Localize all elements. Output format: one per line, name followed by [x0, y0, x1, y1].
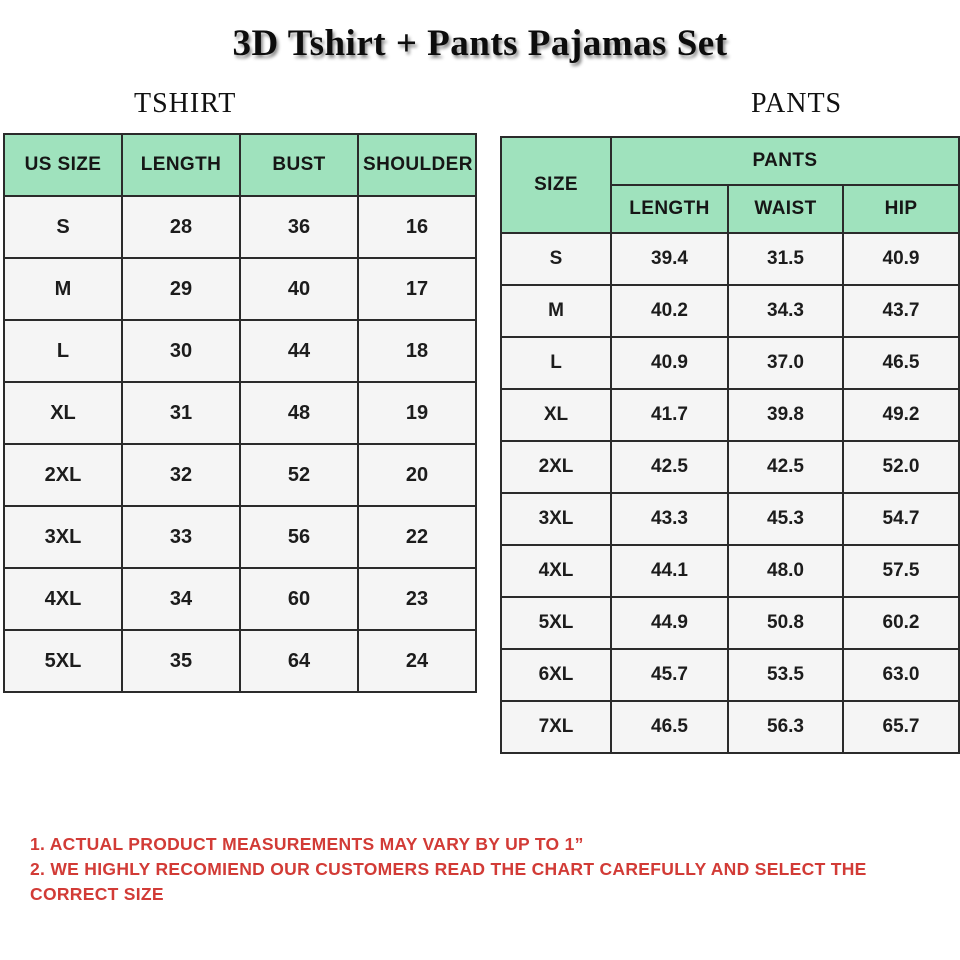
- table-row: [4, 506, 476, 568]
- table-cell: 48.0: [728, 545, 843, 597]
- table-row: [501, 493, 959, 545]
- table-row: [4, 444, 476, 506]
- table-cell: 64: [240, 630, 358, 692]
- table-row: [501, 441, 959, 493]
- table-cell: 3XL: [4, 506, 122, 568]
- table-cell: 19: [358, 382, 476, 444]
- table-cell: 23: [358, 568, 476, 630]
- table-cell: S: [501, 233, 611, 285]
- table-cell: 46.5: [611, 701, 728, 753]
- table-cell: 17: [358, 258, 476, 320]
- table-cell: 50.8: [728, 597, 843, 649]
- table-cell: M: [4, 258, 122, 320]
- table-cell: 6XL: [501, 649, 611, 701]
- table-cell: 57.5: [843, 545, 959, 597]
- table-cell: 44.1: [611, 545, 728, 597]
- table-row: [501, 701, 959, 753]
- note-line-1: 1. ACTUAL PRODUCT MEASUREMENTS MAY VARY BY UP TO 1”: [30, 834, 584, 854]
- table-cell: 4XL: [501, 545, 611, 597]
- table-row: [501, 545, 959, 597]
- table-row: [4, 258, 476, 320]
- table-cell: 34: [122, 568, 240, 630]
- table-row: [501, 389, 959, 441]
- table-cell: 36: [240, 196, 358, 258]
- table-cell: 43.3: [611, 493, 728, 545]
- table-cell: 45.3: [728, 493, 843, 545]
- table-cell: XL: [501, 389, 611, 441]
- table-cell: 5XL: [501, 597, 611, 649]
- table-cell: 49.2: [843, 389, 959, 441]
- table-cell: 7XL: [501, 701, 611, 753]
- pants-table-body: [501, 233, 959, 753]
- tshirt-header-bust: BUST: [240, 134, 358, 196]
- table-cell: M: [501, 285, 611, 337]
- table-row: [501, 337, 959, 389]
- page-title: 3D Tshirt + Pants Pajamas Set: [232, 23, 728, 64]
- table-cell: 42.5: [728, 441, 843, 493]
- table-row: [501, 649, 959, 701]
- table-cell: 65.7: [843, 701, 959, 753]
- table-cell: 33: [122, 506, 240, 568]
- table-cell: 16: [358, 196, 476, 258]
- table-row: [4, 630, 476, 692]
- pants-header-group: PANTS: [611, 137, 959, 185]
- table-cell: 53.5: [728, 649, 843, 701]
- table-cell: 56.3: [728, 701, 843, 753]
- table-cell: XL: [4, 382, 122, 444]
- table-row: [501, 285, 959, 337]
- table-cell: 20: [358, 444, 476, 506]
- table-cell: 31: [122, 382, 240, 444]
- table-row: [501, 233, 959, 285]
- table-cell: 40: [240, 258, 358, 320]
- table-row: [4, 196, 476, 258]
- table-cell: 2XL: [501, 441, 611, 493]
- table-cell: 31.5: [728, 233, 843, 285]
- tshirt-table-body: [4, 196, 476, 692]
- table-cell: 37.0: [728, 337, 843, 389]
- table-cell: 44: [240, 320, 358, 382]
- table-cell: 39.4: [611, 233, 728, 285]
- table-cell: 60: [240, 568, 358, 630]
- pants-table-header: [501, 137, 959, 233]
- table-cell: 30: [122, 320, 240, 382]
- pants-header-waist: WAIST: [728, 185, 843, 233]
- table-cell: 54.7: [843, 493, 959, 545]
- tshirt-table-header: [4, 134, 476, 196]
- pants-header-hip: HIP: [843, 185, 959, 233]
- table-cell: L: [501, 337, 611, 389]
- pants-section-heading: PANTS: [751, 88, 843, 119]
- tshirt-header-us-size: US SIZE: [4, 134, 122, 196]
- note-line-2: 2. WE HIGHLY RECOMIEND OUR CUSTOMERS READ THE CHART CAREFULLY AND SELECT THE CORRECT SIZE: [30, 859, 867, 904]
- table-cell: 3XL: [501, 493, 611, 545]
- table-cell: 28: [122, 196, 240, 258]
- table-cell: 18: [358, 320, 476, 382]
- table-cell: 29: [122, 258, 240, 320]
- table-row: [501, 597, 959, 649]
- table-cell: 48: [240, 382, 358, 444]
- table-row: [4, 382, 476, 444]
- table-row: [4, 320, 476, 382]
- table-cell: 52.0: [843, 441, 959, 493]
- table-cell: 44.9: [611, 597, 728, 649]
- tshirt-section-heading: TSHIRT: [134, 88, 237, 119]
- table-cell: 40.2: [611, 285, 728, 337]
- tshirt-header-shoulder: SHOULDER: [358, 134, 476, 196]
- table-cell: 32: [122, 444, 240, 506]
- table-cell: 4XL: [4, 568, 122, 630]
- measurement-notes: [30, 832, 960, 907]
- pants-header-size: SIZE: [501, 137, 611, 233]
- table-cell: S: [4, 196, 122, 258]
- table-cell: 43.7: [843, 285, 959, 337]
- table-cell: 22: [358, 506, 476, 568]
- table-cell: 45.7: [611, 649, 728, 701]
- pants-size-table: [500, 136, 960, 754]
- tshirt-header-row: [4, 134, 476, 196]
- tshirt-size-table: [3, 133, 477, 693]
- table-cell: 39.8: [728, 389, 843, 441]
- table-cell: 40.9: [611, 337, 728, 389]
- table-cell: 46.5: [843, 337, 959, 389]
- table-cell: 34.3: [728, 285, 843, 337]
- table-cell: 35: [122, 630, 240, 692]
- table-row: [4, 568, 476, 630]
- tshirt-header-length: LENGTH: [122, 134, 240, 196]
- table-cell: L: [4, 320, 122, 382]
- table-cell: 5XL: [4, 630, 122, 692]
- table-cell: 42.5: [611, 441, 728, 493]
- table-cell: 52: [240, 444, 358, 506]
- table-cell: 24: [358, 630, 476, 692]
- pants-header-length: LENGTH: [611, 185, 728, 233]
- table-cell: 63.0: [843, 649, 959, 701]
- table-cell: 41.7: [611, 389, 728, 441]
- table-cell: 40.9: [843, 233, 959, 285]
- pants-header-row-group: [501, 137, 959, 185]
- table-cell: 60.2: [843, 597, 959, 649]
- table-cell: 2XL: [4, 444, 122, 506]
- table-cell: 56: [240, 506, 358, 568]
